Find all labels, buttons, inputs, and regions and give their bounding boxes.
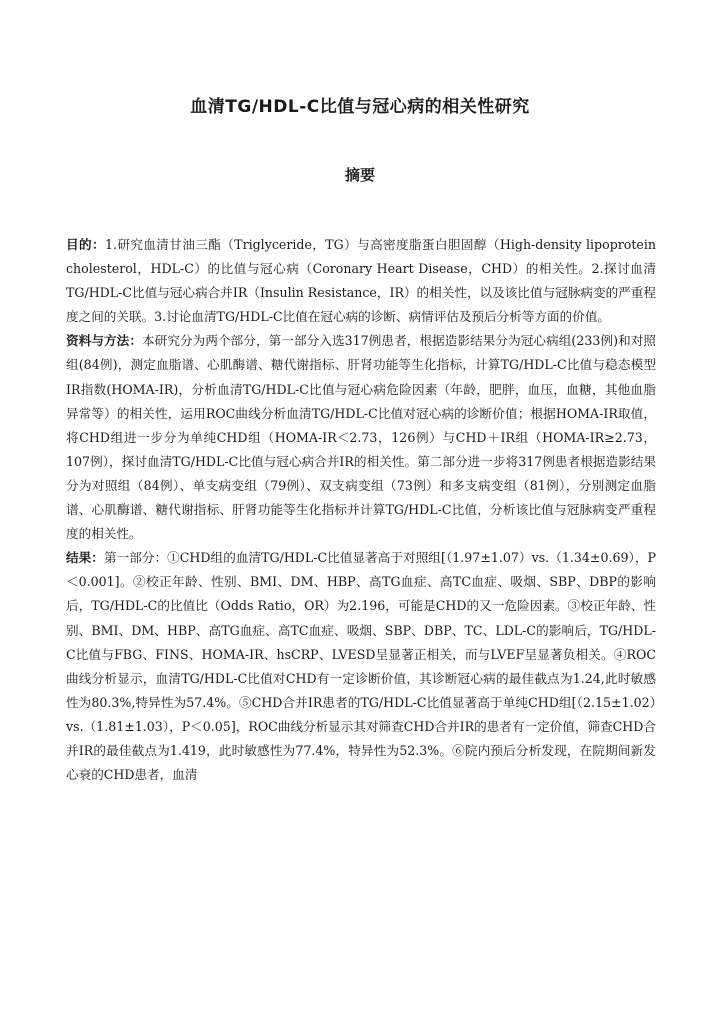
methods-text: 本研究分为两个部分，第一部分入选317例患者，根据造影结果分为冠心病组(233例)和对照组(84例)，测定血脂谱、心肌酶谱、糖代谢指标、肝肾功能等生化指标，计算TG/HDL-C比值与稳态模型IR指数(HOMA-IR)，分析血清TG/HDL-C比值与冠心病危险因素（年龄，肥胖，血压，血糖，其他血脂异常等）的相关性，运用ROC曲线分析血清TG/HDL-C比值对冠心病的诊断价值；根据HOMA-IR取值，将CHD组进一步分为单纯CHD组（HOMA-IR＜2.73，126例）与CHD＋IR组（HOMA-IR≥2.73，107例），探讨血清TG/HDL-C比值与冠心病合并IR的相关性。第二部分进一步将317例患者根据造影结果分为对照组（84例）、单支病变组（79例）、双支病变组（73例）和多支病变组（81例），分别测定血脂谱、心肌酶谱、糖代谢指标、肝肾功能等生化指标并计算TG/HDL-C比值，分析该比值与冠脉病变严重程度的相关性。 <box>66 333 657 542</box>
objective-paragraph <box>66 233 656 329</box>
abstract-heading: 摘要 <box>344 166 375 184</box>
objective-text: 1.研究血清甘油三酯（Triglyceride，TG）与高密度脂蛋白胆固醇（High-density lipoprotein cholesterol，HDL-C）的比值与冠心病（Coronary Heart Disease，CHD）的相关性。2.探讨血清TG/HDL-C比值与冠心病合并IR（Insulin Resistance，IR）的相关性，以及该比值与冠脉病变的严重程度之间的关联。3.讨论血清TG/HDL-C比值在冠心病的诊断、病情评估及预后分析等方面的价值。 <box>66 237 657 325</box>
results-label: 结果： <box>66 550 104 566</box>
results-paragraph <box>66 546 656 787</box>
results-text: 第一部分：①CHD组的血清TG/HDL-C比值显著高于对照组[（1.97±1.07）vs.（1.34±0.69），P＜0.001]。②校正年龄、性别、BMI、DM、HBP、高TG血症、高TC血症、吸烟、SBP、DBP的影响后，TG/HDL-C的比值比（Odds Ratio，OR）为2.196，可能是CHD的又一危险因素。③校正年龄、性别、BMI、DM、HBP、高TG血症、高TC血症、吸烟、SBP、DBP、TC、LDL-C的影响后，TG/HDL-C比值与FBG、FINS、HOMA-IR、hsCRP、LVESD呈显著正相关，而与LVEF呈显著负相关。④ROC曲线分析显示，血清TG/HDL-C比值对CHD有一定诊断价值，其诊断冠心病的最佳截点为1.24,此时敏感性为80.3%,特异性为57.4%。⑤CHD合并IR患者的TG/HDL-C比值显著高于单纯CHD组[（2.15±1.02）vs.（1.81±1.03），P＜0.05]，ROC曲线分析显示其对筛查CHD合并IR的患者有一定价值，筛查CHD合并IR的最佳截点为1.419，此时敏感性为77.4%，特异性为52.3%。⑥院内预后分析发现，在院期间新发心衰的CHD患者，血清 <box>66 550 657 783</box>
objective-label: 目的： <box>66 237 105 252</box>
methods-paragraph <box>66 329 656 546</box>
paper-title: 血清TG/HDL-C比值与冠心病的相关性研究 <box>190 97 530 117</box>
abstract-body <box>66 233 656 787</box>
methods-label: 资料与方法： <box>66 333 142 349</box>
